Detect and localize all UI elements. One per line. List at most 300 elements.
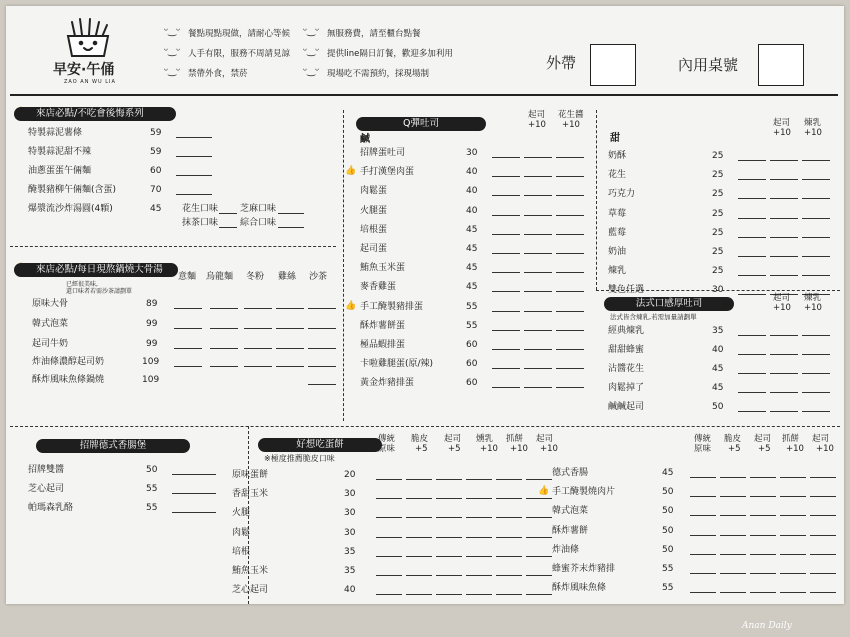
qty-line[interactable] <box>524 368 552 369</box>
qty-line[interactable] <box>780 535 806 536</box>
item-price: 40 <box>466 205 478 216</box>
qty-line[interactable] <box>276 366 304 367</box>
qty-line[interactable] <box>770 198 798 199</box>
qty-line[interactable] <box>750 477 776 478</box>
qty-line[interactable] <box>436 556 462 557</box>
qty-line[interactable] <box>738 294 766 295</box>
item-name: 沾醬花生 <box>608 364 645 374</box>
qty-line[interactable] <box>406 517 432 518</box>
qty-line[interactable] <box>376 537 402 538</box>
qty-line[interactable] <box>770 160 798 161</box>
item-name: 卡啦雞腿蛋(原/辣) <box>360 359 434 370</box>
smile-icon: ᵕ‿ᵕ <box>164 26 181 37</box>
table-number-box[interactable] <box>758 44 804 86</box>
qty-line[interactable] <box>524 272 552 273</box>
notice-2: 人手有限，服務不周請見諒 <box>188 49 291 59</box>
qty-line[interactable] <box>492 291 520 292</box>
qty-line[interactable] <box>492 215 520 216</box>
qty-line[interactable] <box>176 194 212 195</box>
qty-line[interactable] <box>496 537 522 538</box>
qty-line[interactable] <box>556 330 584 331</box>
qty-line[interactable] <box>219 227 237 228</box>
qty-line[interactable] <box>750 535 776 536</box>
item-name: 火腿蛋 <box>360 205 388 216</box>
qty-line[interactable] <box>810 554 836 555</box>
qty-line[interactable] <box>406 575 432 576</box>
qty-line[interactable] <box>738 335 766 336</box>
qty-line[interactable] <box>406 556 432 557</box>
pancake-note: ※極度推薦脆皮口味 <box>264 454 335 463</box>
item-price: 99 <box>146 339 158 349</box>
qty-line[interactable] <box>492 234 520 235</box>
item-price: 45 <box>150 204 162 214</box>
item-price: 25 <box>712 208 724 219</box>
salty-label: 鹹 <box>360 134 370 145</box>
qty-line[interactable] <box>738 392 766 393</box>
qty-line[interactable] <box>526 498 552 499</box>
qty-line[interactable] <box>738 179 766 180</box>
qty-line[interactable] <box>556 368 584 369</box>
col-header: 煉乳 <box>804 118 822 128</box>
item-price: 89 <box>146 299 158 309</box>
qty-line[interactable] <box>770 373 798 374</box>
qty-line[interactable] <box>780 573 806 574</box>
qty-line[interactable] <box>436 537 462 538</box>
qty-line[interactable] <box>466 594 492 595</box>
col-header: 起司 <box>536 434 554 444</box>
item-price: 50 <box>662 544 674 555</box>
takeout-label: 外帶 <box>546 54 577 72</box>
qty-line[interactable] <box>466 517 492 518</box>
qty-line[interactable] <box>492 311 520 312</box>
qty-line[interactable] <box>308 308 336 309</box>
item-price: 45 <box>466 282 478 293</box>
brand-name-en: ZAO AN WU LIA <box>64 79 116 85</box>
qty-line[interactable] <box>210 328 238 329</box>
item-price: 55 <box>146 484 158 494</box>
qty-line[interactable] <box>308 328 336 329</box>
qty-line[interactable] <box>492 349 520 350</box>
qty-line[interactable] <box>770 237 798 238</box>
qty-line[interactable] <box>496 594 522 595</box>
qty-line[interactable] <box>524 215 552 216</box>
item-name: 招牌蛋吐司 <box>360 148 406 158</box>
qty-line[interactable] <box>276 308 304 309</box>
qty-line[interactable] <box>770 179 798 180</box>
qty-line[interactable] <box>556 311 584 312</box>
sweet-label: 甜 <box>610 133 620 144</box>
qty-line[interactable] <box>690 535 716 536</box>
qty-line[interactable] <box>244 328 272 329</box>
item-price: 25 <box>712 170 724 181</box>
qty-line[interactable] <box>780 477 806 478</box>
menu-sheet <box>6 6 844 604</box>
item-name: 極品蝦排蛋 <box>360 340 406 350</box>
item-name: 起司蛋 <box>360 244 388 254</box>
item-price: 60 <box>466 359 478 370</box>
qty-line[interactable] <box>496 498 522 499</box>
qty-line[interactable] <box>492 272 520 273</box>
qty-line[interactable] <box>556 157 584 158</box>
qty-line[interactable] <box>720 496 746 497</box>
item-price: 45 <box>466 263 478 274</box>
section-title-french: 法式口感厚吐司 <box>604 297 734 311</box>
col-header: 雞絲 <box>278 272 297 282</box>
flavor-option: 芝麻口味 <box>240 204 277 214</box>
col-add: +5 <box>415 444 428 454</box>
qty-line[interactable] <box>436 594 462 595</box>
qty-line[interactable] <box>176 137 212 138</box>
header-divider <box>10 94 838 96</box>
qty-line[interactable] <box>526 517 552 518</box>
qty-line[interactable] <box>770 256 798 257</box>
item-name: 韓式泡菜 <box>32 319 69 329</box>
qty-line[interactable] <box>492 176 520 177</box>
qty-line[interactable] <box>780 496 806 497</box>
qty-line[interactable] <box>210 348 238 349</box>
qty-line[interactable] <box>496 517 522 518</box>
qty-line[interactable] <box>802 275 830 276</box>
col-header: 起司 <box>754 434 772 444</box>
section-divider <box>10 426 840 427</box>
item-price: 30 <box>344 489 356 500</box>
qty-line[interactable] <box>526 537 552 538</box>
qty-line[interactable] <box>720 554 746 555</box>
item-name: 香甜玉米 <box>232 489 269 500</box>
col-header: 抓餅 <box>506 434 524 444</box>
takeout-checkbox[interactable] <box>590 44 636 86</box>
item-name: 花生 <box>608 170 627 181</box>
item-name: 帕瑪森乳酪 <box>28 503 74 513</box>
qty-line[interactable] <box>406 594 432 595</box>
qty-line[interactable] <box>406 537 432 538</box>
item-price: 50 <box>662 506 674 517</box>
qty-line[interactable] <box>738 237 766 238</box>
qty-line[interactable] <box>174 348 202 349</box>
item-name: 培根 <box>232 546 251 557</box>
qty-line[interactable] <box>466 498 492 499</box>
col-header: 煉乳 <box>804 293 822 303</box>
column-divider <box>343 110 344 421</box>
qty-line[interactable] <box>492 195 520 196</box>
qty-line[interactable] <box>376 594 402 595</box>
qty-line[interactable] <box>496 575 522 576</box>
qty-line[interactable] <box>750 573 776 574</box>
item-name: 特製蒜泥薯條 <box>28 128 83 138</box>
qty-line[interactable] <box>244 348 272 349</box>
qty-line[interactable] <box>720 573 746 574</box>
item-name: 招牌雙醬 <box>28 465 65 475</box>
qty-line[interactable] <box>376 498 402 499</box>
qty-line[interactable] <box>172 512 216 513</box>
french-note: 法式皆含煉乳,若需加量請劃單 <box>610 313 697 321</box>
qty-line[interactable] <box>524 311 552 312</box>
qty-line[interactable] <box>376 575 402 576</box>
item-price: 40 <box>712 345 724 355</box>
qty-line[interactable] <box>720 592 746 593</box>
col-add: +10 <box>773 303 791 313</box>
qty-line[interactable] <box>524 176 552 177</box>
qty-line[interactable] <box>278 227 304 228</box>
qty-line[interactable] <box>526 575 552 576</box>
notice-1: 餐點現點現做，請耐心等候 <box>188 29 291 39</box>
item-name: 奶油 <box>608 247 627 257</box>
item-price: 25 <box>712 227 724 238</box>
qty-line[interactable] <box>466 556 492 557</box>
qty-line[interactable] <box>556 349 584 350</box>
qty-line[interactable] <box>802 198 830 199</box>
qty-line[interactable] <box>526 594 552 595</box>
qty-line[interactable] <box>492 387 520 388</box>
qty-line[interactable] <box>406 479 432 480</box>
qty-line[interactable] <box>802 392 830 393</box>
item-price: 45 <box>466 224 478 235</box>
qty-line[interactable] <box>176 175 212 176</box>
qty-line[interactable] <box>376 479 402 480</box>
qty-line[interactable] <box>770 354 798 355</box>
col-add: +10 <box>480 444 498 454</box>
item-price: 60 <box>466 378 478 389</box>
section-title-pancake: 好想吃蛋餅 <box>258 438 382 452</box>
qty-line[interactable] <box>524 387 552 388</box>
item-name: 草莓 <box>608 208 627 219</box>
qty-line[interactable] <box>810 496 836 497</box>
qty-line[interactable] <box>738 160 766 161</box>
col-add: +10 <box>804 128 822 138</box>
item-price: 59 <box>150 147 162 157</box>
qty-line[interactable] <box>276 328 304 329</box>
qty-line[interactable] <box>802 179 830 180</box>
qty-line[interactable] <box>436 575 462 576</box>
qty-line[interactable] <box>524 291 552 292</box>
qty-line[interactable] <box>690 554 716 555</box>
qty-line[interactable] <box>436 517 462 518</box>
qty-line[interactable] <box>720 535 746 536</box>
col-header: 起司 <box>444 434 462 444</box>
item-price: 109 <box>142 357 160 367</box>
col-add: +5 <box>448 444 461 454</box>
item-price: 25 <box>712 266 724 277</box>
qty-line[interactable] <box>376 556 402 557</box>
item-price: 55 <box>146 503 158 513</box>
qty-line[interactable] <box>720 515 746 516</box>
item-name: 手工醃製豬排蛋 <box>360 301 424 312</box>
item-price: 99 <box>146 319 158 329</box>
qty-line[interactable] <box>738 218 766 219</box>
dine-in-label: 內用桌號 <box>678 56 739 74</box>
qty-line[interactable] <box>770 335 798 336</box>
col-add: +10 <box>816 444 834 454</box>
item-price: 50 <box>146 465 158 475</box>
col-header: 烏龍麵 <box>206 272 234 282</box>
qty-line[interactable] <box>738 373 766 374</box>
qty-line[interactable] <box>524 157 552 158</box>
qty-line[interactable] <box>738 411 766 412</box>
col-add: 原味 <box>694 444 712 454</box>
item-price: 45 <box>712 364 724 374</box>
qty-line[interactable] <box>810 592 836 593</box>
smile-icon: ᵕ‿ᵕ <box>303 26 320 37</box>
qty-line[interactable] <box>172 493 216 494</box>
qty-line[interactable] <box>492 330 520 331</box>
section-title-toast: Q彈吐司 <box>356 117 486 131</box>
qty-line[interactable] <box>802 354 830 355</box>
smile-icon: ᵕ‿ᵕ <box>164 66 181 77</box>
item-price: 40 <box>466 186 478 197</box>
qty-line[interactable] <box>738 256 766 257</box>
qty-line[interactable] <box>770 392 798 393</box>
qty-line[interactable] <box>780 592 806 593</box>
qty-line[interactable] <box>770 275 798 276</box>
item-name: 煉乳 <box>608 266 627 277</box>
item-name: 肉鬆 <box>232 527 251 538</box>
watermark: Anan Daily <box>742 621 792 631</box>
qty-line[interactable] <box>524 330 552 331</box>
col-header: 脆皮 <box>411 434 429 444</box>
qty-line[interactable] <box>802 373 830 374</box>
qty-line[interactable] <box>780 515 806 516</box>
qty-line[interactable] <box>210 366 238 367</box>
qty-line[interactable] <box>810 515 836 516</box>
item-price: 45 <box>712 383 724 393</box>
qty-line[interactable] <box>556 272 584 273</box>
notice-6: 現場吃不需預約，採現場制 <box>327 69 430 79</box>
qty-line[interactable] <box>308 366 336 367</box>
col-header: 傳統 <box>694 434 712 444</box>
item-name: 鮪魚玉米蛋 <box>360 263 406 274</box>
item-price: 60 <box>150 166 162 176</box>
qty-line[interactable] <box>556 215 584 216</box>
qty-line[interactable] <box>556 195 584 196</box>
thumbs-up-icon: 👍 <box>538 486 550 497</box>
col-header: 起司 <box>812 434 830 444</box>
item-name: 酥炸薯餅蛋 <box>360 320 406 331</box>
qty-line[interactable] <box>492 157 520 158</box>
qty-line[interactable] <box>810 535 836 536</box>
item-name: 鹹鹹起司 <box>608 402 645 412</box>
qty-line[interactable] <box>244 366 272 367</box>
qty-line[interactable] <box>210 308 238 309</box>
qty-line[interactable] <box>556 291 584 292</box>
qty-line[interactable] <box>750 515 776 516</box>
item-name: 醃製豬柳午倆麵(含蛋) <box>28 185 117 195</box>
item-name: 爆漿流沙炸湯圓(4顆) <box>28 204 113 214</box>
item-price: 20 <box>344 470 356 480</box>
qty-line[interactable] <box>738 354 766 355</box>
qty-line[interactable] <box>376 517 402 518</box>
item-price: 40 <box>344 585 356 596</box>
qty-line[interactable] <box>802 256 830 257</box>
qty-line[interactable] <box>308 348 336 349</box>
qty-line[interactable] <box>466 575 492 576</box>
qty-line[interactable] <box>690 592 716 593</box>
item-price: 40 <box>466 167 478 178</box>
qty-line[interactable] <box>219 213 237 214</box>
item-price: 55 <box>466 320 478 331</box>
qty-line[interactable] <box>556 253 584 254</box>
hotpot-note: 已經很美味, <box>66 281 98 288</box>
qty-line[interactable] <box>738 275 766 276</box>
col-add: +10 <box>510 444 528 454</box>
qty-line[interactable] <box>524 234 552 235</box>
col-add: +10 <box>540 444 558 454</box>
col-header: 起司 <box>528 110 546 120</box>
qty-line[interactable] <box>810 477 836 478</box>
qty-line[interactable] <box>496 479 522 480</box>
item-price: 55 <box>662 564 674 574</box>
qty-line[interactable] <box>524 195 552 196</box>
qty-line[interactable] <box>278 213 304 214</box>
qty-line[interactable] <box>406 498 432 499</box>
qty-line[interactable] <box>690 573 716 574</box>
item-name: 酥炸風味魚條鍋燒 <box>32 375 105 385</box>
qty-line[interactable] <box>174 308 202 309</box>
notice-5: 提供line隔日訂餐，歡迎多加利用 <box>327 49 453 59</box>
qty-line[interactable] <box>524 349 552 350</box>
qty-line[interactable] <box>810 573 836 574</box>
item-price: 35 <box>344 546 356 557</box>
qty-line[interactable] <box>750 496 776 497</box>
item-price: 45 <box>466 244 478 254</box>
qty-line[interactable] <box>556 176 584 177</box>
qty-line[interactable] <box>802 160 830 161</box>
qty-line[interactable] <box>690 515 716 516</box>
qty-line[interactable] <box>690 477 716 478</box>
qty-line[interactable] <box>466 537 492 538</box>
item-price: 109 <box>142 375 160 385</box>
qty-line[interactable] <box>466 479 492 480</box>
brand-name: 早安·午俑 <box>53 62 115 78</box>
qty-line[interactable] <box>802 218 830 219</box>
qty-line[interactable] <box>556 234 584 235</box>
qty-line[interactable] <box>308 384 336 385</box>
qty-line[interactable] <box>436 479 462 480</box>
qty-line[interactable] <box>690 496 716 497</box>
qty-line[interactable] <box>524 253 552 254</box>
qty-line[interactable] <box>436 498 462 499</box>
qty-line[interactable] <box>172 474 216 475</box>
qty-line[interactable] <box>492 368 520 369</box>
col-add: +10 <box>804 303 822 313</box>
qty-line[interactable] <box>276 348 304 349</box>
qty-line[interactable] <box>492 253 520 254</box>
item-name: 手打漢堡肉蛋 <box>360 167 415 178</box>
qty-line[interactable] <box>720 477 746 478</box>
qty-line[interactable] <box>802 335 830 336</box>
qty-line[interactable] <box>174 366 202 367</box>
item-name: 手工醃製燒肉片 <box>552 487 616 498</box>
qty-line[interactable] <box>750 554 776 555</box>
item-name: 黃金炸豬排蛋 <box>360 378 415 389</box>
qty-line[interactable] <box>780 554 806 555</box>
qty-line[interactable] <box>738 198 766 199</box>
qty-line[interactable] <box>526 556 552 557</box>
qty-line[interactable] <box>802 411 830 412</box>
qty-line[interactable] <box>556 387 584 388</box>
item-name: 雙色任選 <box>608 285 645 296</box>
qty-line[interactable] <box>770 411 798 412</box>
col-header: 花生醬 <box>558 110 584 120</box>
qty-line[interactable] <box>176 156 212 157</box>
qty-line[interactable] <box>750 592 776 593</box>
qty-line[interactable] <box>174 328 202 329</box>
qty-line[interactable] <box>244 308 272 309</box>
qty-line[interactable] <box>770 218 798 219</box>
qty-line[interactable] <box>526 479 552 480</box>
qty-line[interactable] <box>496 556 522 557</box>
col-add: +10 <box>528 120 546 130</box>
qty-line[interactable] <box>802 237 830 238</box>
